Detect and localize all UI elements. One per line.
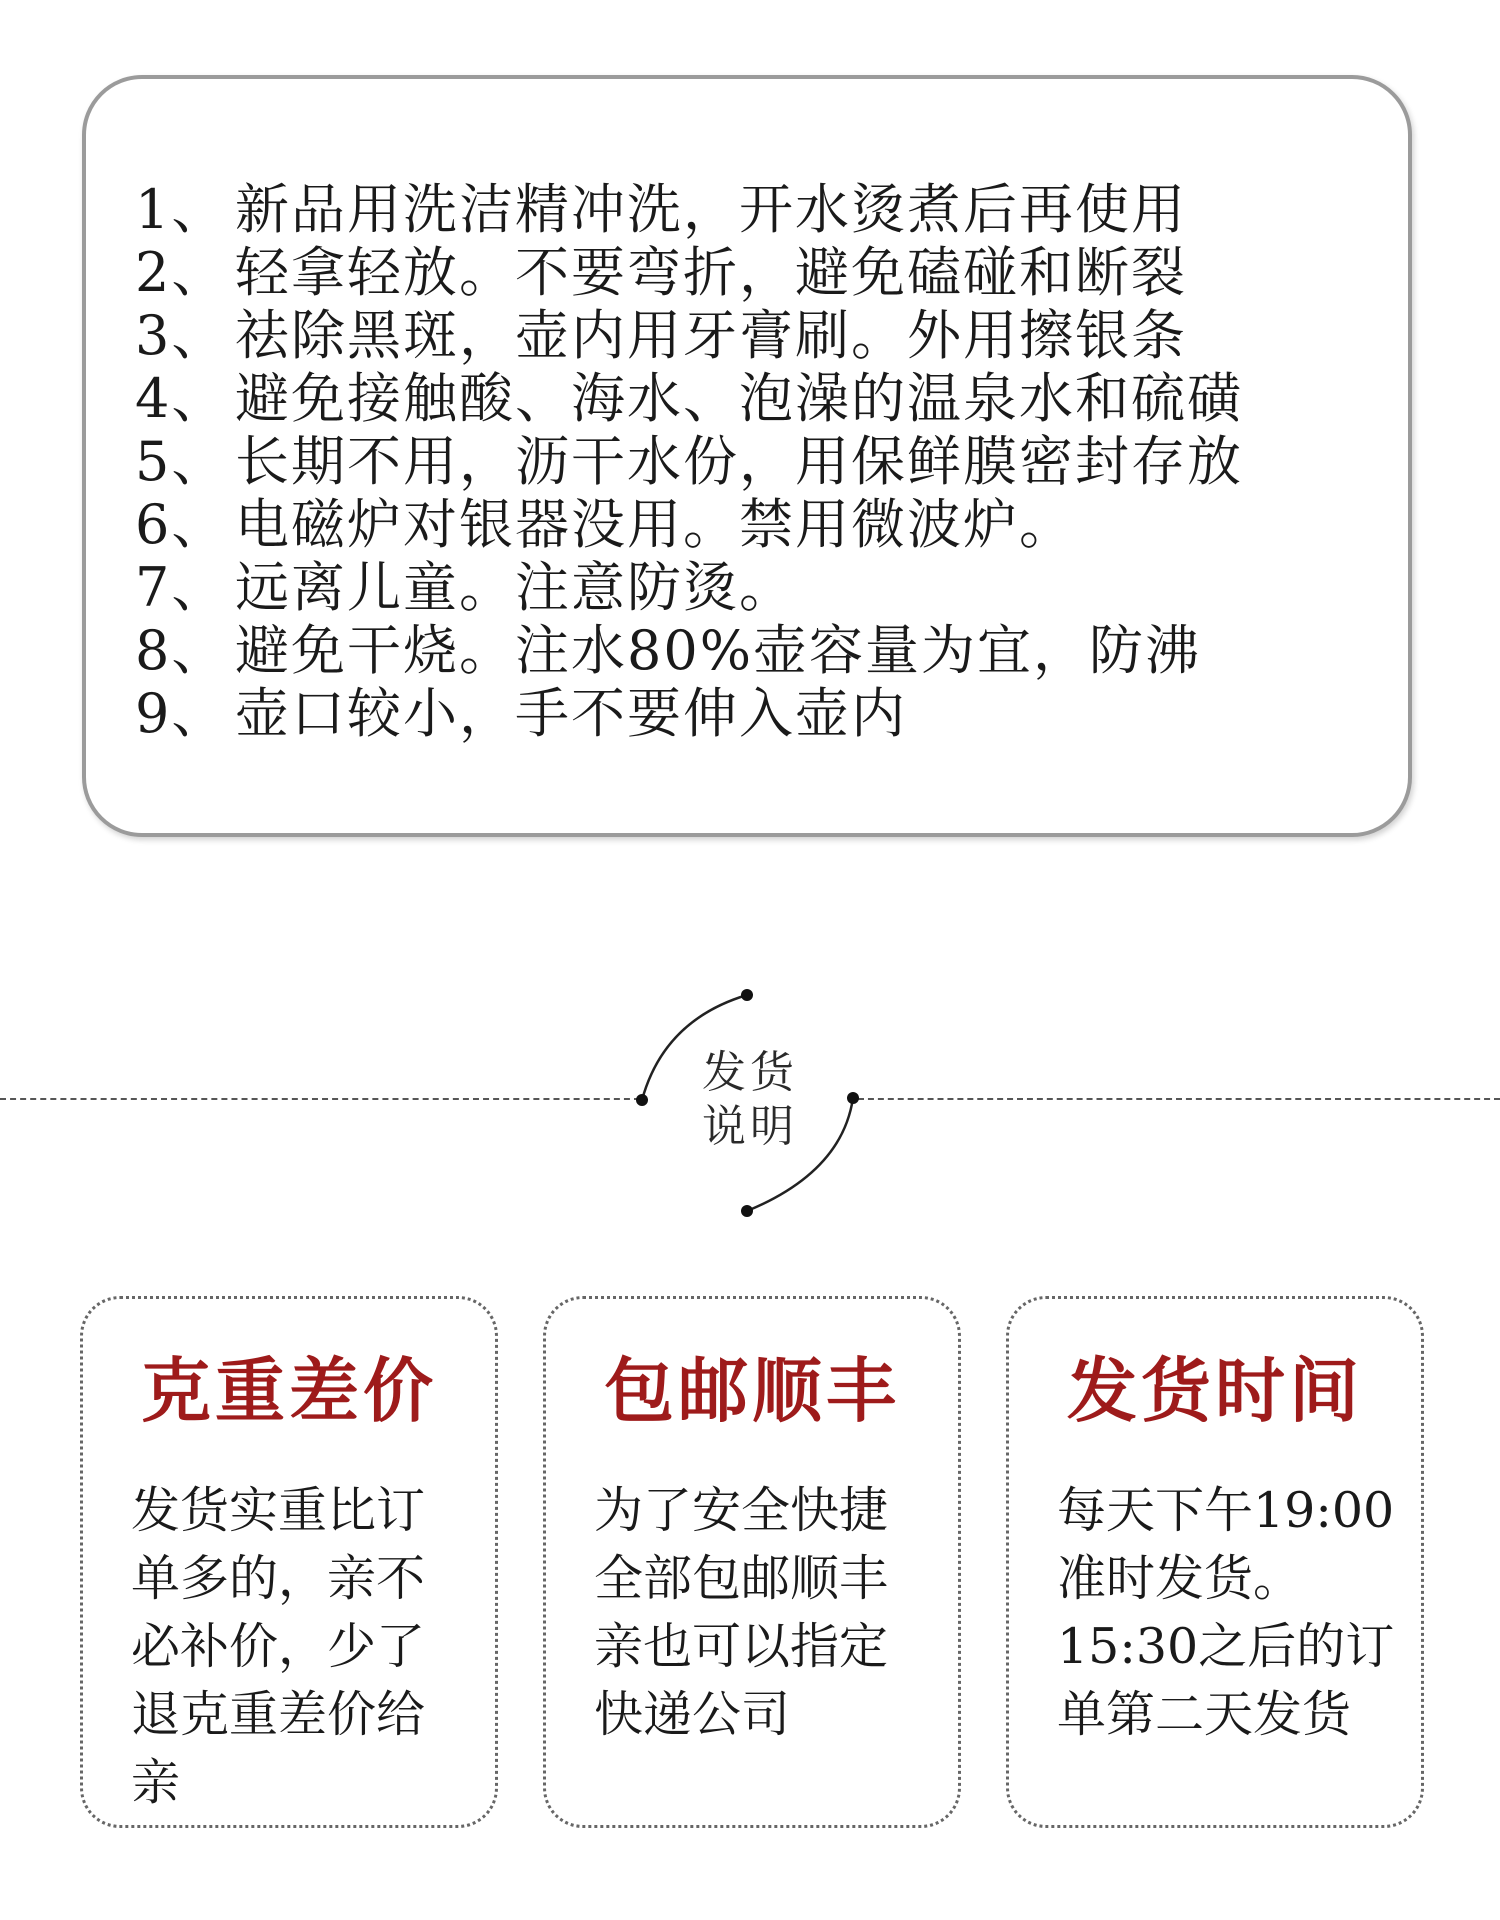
care-item-number: 4、 bbox=[135, 367, 228, 430]
care-item-number: 5、 bbox=[135, 430, 228, 493]
care-item-text: 长期不用，沥干水份，用保鲜膜密封存放 bbox=[235, 430, 1243, 493]
care-item-text: 电磁炉对银器没用。禁用微波炉。 bbox=[235, 493, 1075, 556]
info-card-line: 亲 bbox=[131, 1754, 181, 1811]
info-card-line: 快递公司 bbox=[594, 1686, 791, 1743]
info-card-line: 每天下午19:00 bbox=[1057, 1482, 1395, 1539]
info-card-weight-difference bbox=[80, 1296, 498, 1828]
info-card-body bbox=[594, 1477, 944, 1749]
care-item-number: 2、 bbox=[135, 241, 228, 304]
care-item bbox=[135, 304, 1395, 367]
care-item bbox=[135, 619, 1395, 682]
care-item bbox=[135, 682, 1395, 745]
info-card-title: 克重差价 bbox=[141, 1349, 437, 1432]
info-card-line: 15:30之后的订 bbox=[1057, 1618, 1395, 1675]
info-card-line: 发货实重比订 bbox=[131, 1482, 426, 1539]
info-card-line: 退克重差价给 bbox=[131, 1686, 426, 1743]
care-item bbox=[135, 178, 1395, 241]
divider-line-left bbox=[0, 1098, 640, 1100]
care-item bbox=[135, 241, 1395, 304]
info-card-line: 必补价，少了 bbox=[131, 1618, 426, 1675]
info-card-line: 准时发货。 bbox=[1057, 1550, 1303, 1607]
care-item-text: 祛除黑斑，壶内用牙膏刷。外用擦银条 bbox=[235, 304, 1187, 367]
info-card-line: 单多的，亲不 bbox=[131, 1550, 426, 1607]
care-item-number: 9、 bbox=[135, 682, 228, 745]
care-item-text: 远离儿童。注意防烫。 bbox=[235, 556, 795, 619]
info-card-body bbox=[131, 1477, 481, 1817]
info-card-shipping-time bbox=[1006, 1296, 1424, 1828]
divider-line-right bbox=[858, 1098, 1500, 1100]
care-item-text: 避免接触酸、海水、泡澡的温泉水和硫磺 bbox=[235, 367, 1243, 430]
care-item bbox=[135, 367, 1395, 430]
info-card-line: 亲也可以指定 bbox=[594, 1618, 889, 1675]
care-instructions-list bbox=[135, 178, 1395, 745]
info-card-line: 为了安全快捷 bbox=[594, 1482, 889, 1539]
care-item bbox=[135, 493, 1395, 556]
section-title-shipping-info bbox=[680, 1046, 820, 1154]
section-title-line: 发货 bbox=[702, 1047, 798, 1098]
section-title-line: 说明 bbox=[702, 1101, 798, 1152]
info-card-title: 包邮顺丰 bbox=[604, 1349, 900, 1432]
info-card-line: 单第二天发货 bbox=[1057, 1686, 1352, 1743]
care-item-number: 1、 bbox=[135, 178, 228, 241]
care-item-text: 轻拿轻放。不要弯折，避免磕碰和断裂 bbox=[235, 241, 1187, 304]
info-card-title: 发货时间 bbox=[1067, 1349, 1363, 1432]
info-card-body bbox=[1057, 1477, 1407, 1749]
info-card-line: 全部包邮顺丰 bbox=[594, 1550, 889, 1607]
care-item-number: 6、 bbox=[135, 493, 228, 556]
care-item-text: 壶口较小，手不要伸入壶内 bbox=[235, 682, 907, 745]
care-item bbox=[135, 430, 1395, 493]
care-item bbox=[135, 556, 1395, 619]
care-item-number: 3、 bbox=[135, 304, 228, 367]
care-item-text: 新品用洗洁精冲洗，开水烫煮后再使用 bbox=[235, 178, 1187, 241]
care-item-number: 8、 bbox=[135, 619, 228, 682]
care-item-text: 避免干烧。注水80%壶容量为宜，防沸 bbox=[235, 619, 1202, 682]
care-item-number: 7、 bbox=[135, 556, 228, 619]
info-card-free-shipping bbox=[543, 1296, 961, 1828]
